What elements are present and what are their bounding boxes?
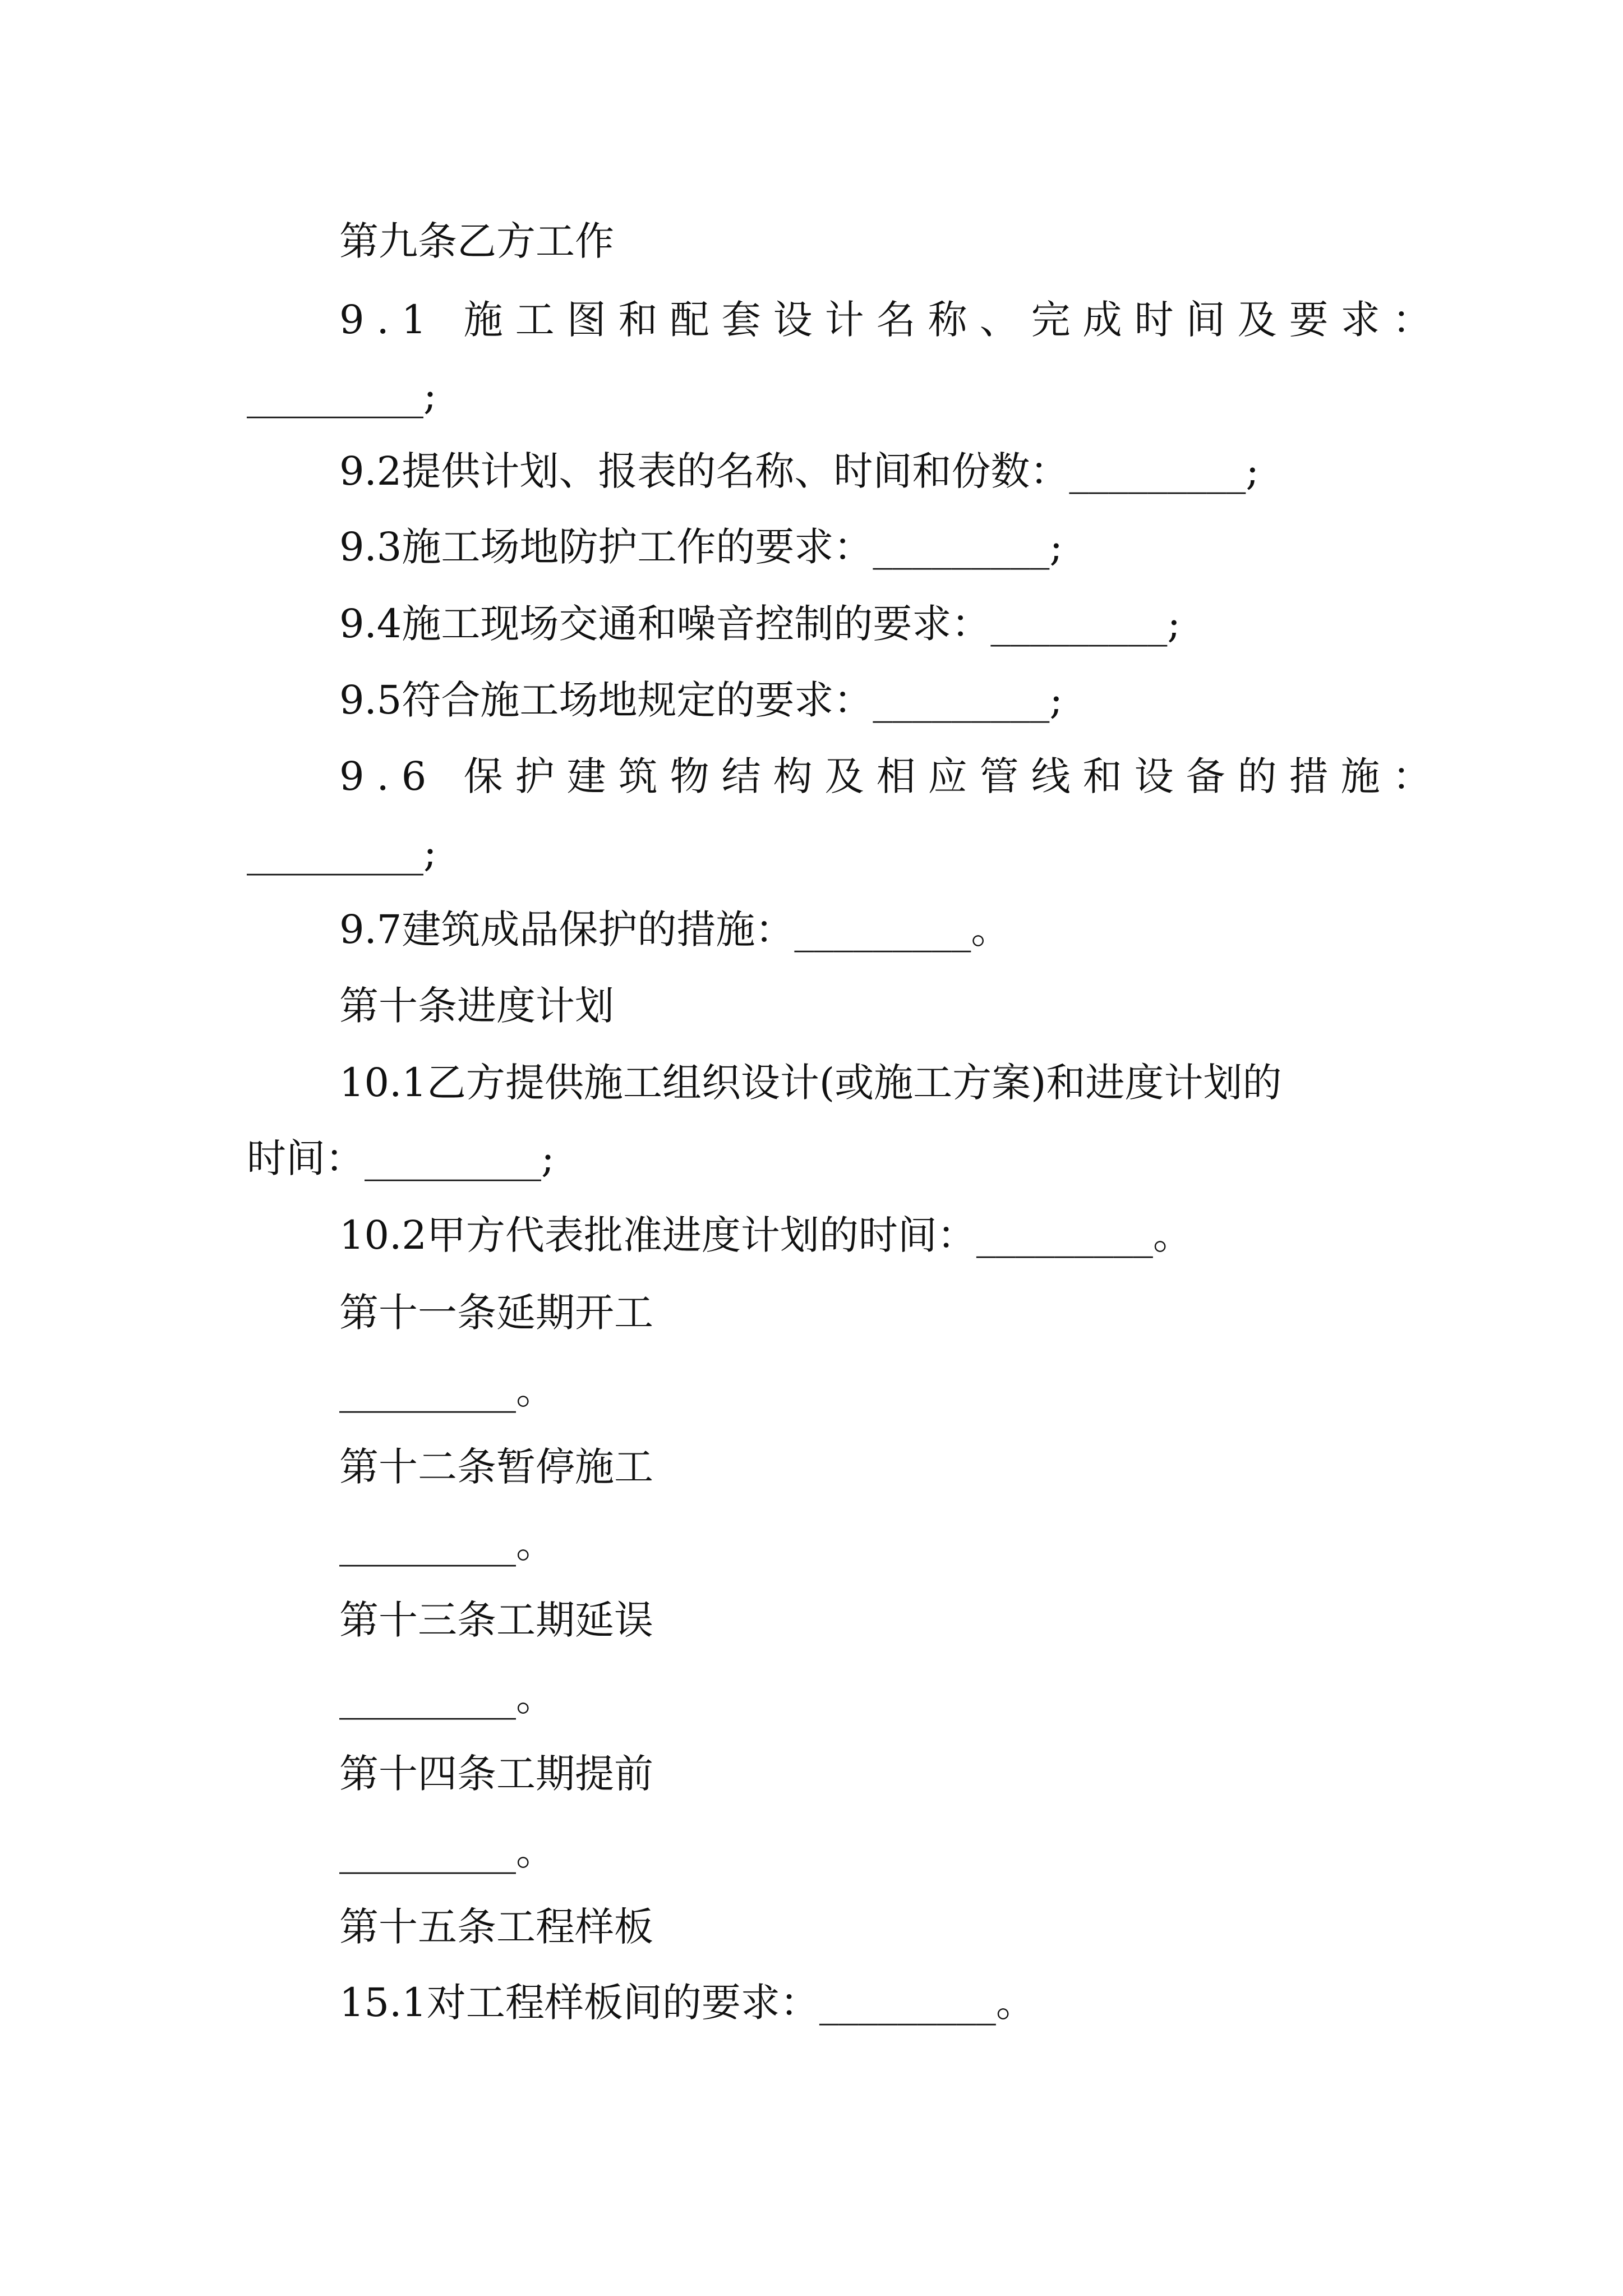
article-13-heading: 第十三条工期延误 — [339, 1597, 653, 1643]
article-15-heading: 第十五条工程样板 — [339, 1904, 653, 1950]
article-13-blank: _________。 — [339, 1674, 555, 1720]
clause-10-2: 10.2甲方代表批准进度计划的时间：_________。 — [339, 1212, 1192, 1258]
clause-9-7: 9.7建筑成品保护的措施：_________。 — [339, 907, 1011, 953]
clause-9-4: 9.4施工现场交通和噪音控制的要求：_________; — [339, 601, 1181, 647]
article-12-blank: _________。 — [339, 1521, 555, 1567]
article-14-heading: 第十四条工期提前 — [339, 1751, 653, 1797]
clause-9-1: 9.1 施工图和配套设计名称、完成时间及要求： — [339, 297, 1444, 343]
clause-10-1-cont: 时间：_________; — [247, 1135, 555, 1181]
clause-9-1-blank: _________; — [247, 372, 437, 418]
clause-9-6-blank: _________; — [247, 830, 437, 876]
clause-9-3: 9.3施工场地防护工作的要求：_________; — [339, 524, 1063, 570]
article-14-blank: _________。 — [339, 1828, 555, 1874]
article-10-heading: 第十条进度计划 — [339, 983, 614, 1029]
article-9-heading: 第九条乙方工作 — [339, 218, 614, 264]
clause-9-6: 9.6 保护建筑物结构及相应管线和设备的措施： — [339, 753, 1444, 799]
clause-10-1: 10.1乙方提供施工组织设计(或施工方案)和进度计划的 — [339, 1060, 1282, 1106]
article-12-heading: 第十二条暂停施工 — [339, 1444, 653, 1490]
clause-9-5: 9.5符合施工场地规定的要求：_________; — [339, 677, 1063, 723]
article-11-blank: _________。 — [339, 1367, 555, 1413]
clause-9-2: 9.2提供计划、报表的名称、时间和份数：_________; — [339, 448, 1259, 494]
clause-15-1: 15.1对工程样板间的要求：_________。 — [339, 1980, 1035, 2026]
article-11-heading: 第十一条延期开工 — [339, 1290, 653, 1336]
